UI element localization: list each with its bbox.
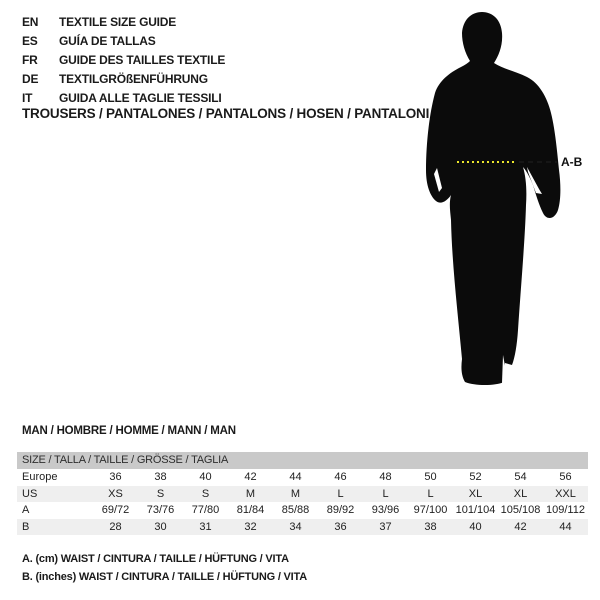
table-row-label: A (22, 504, 30, 516)
table-cell: XXL (555, 487, 576, 500)
table-cell: 42 (244, 471, 257, 483)
table-cell: 40 (469, 520, 482, 533)
language-code: DE (22, 72, 39, 86)
language-list (22, 13, 225, 108)
table-cell: 30 (154, 520, 167, 533)
man-figure (415, 5, 600, 395)
language-row (22, 51, 225, 70)
language-label: GUIDA ALLE TAGLIE TESSILI (59, 91, 222, 105)
waist-measure-label: A-B (561, 155, 583, 169)
measurement-notes (22, 551, 307, 586)
table-cell: 109/112 (546, 504, 585, 516)
table-cell: 73/76 (146, 504, 175, 516)
table-cell: S (156, 487, 165, 500)
table-cell: 101/104 (455, 504, 496, 516)
table-row-label: Europe (22, 471, 58, 483)
table-cell: 97/100 (413, 504, 448, 516)
table-cell: 44 (289, 471, 302, 483)
table-cell: 34 (289, 520, 302, 533)
table-cell: XS (108, 487, 123, 500)
table-cell: 44 (559, 520, 572, 533)
language-code: ES (22, 34, 38, 48)
table-row-label: B (22, 520, 30, 533)
language-code: IT (22, 91, 33, 105)
size-table (17, 452, 588, 535)
table-cell: 46 (334, 471, 347, 483)
table-cell: 37 (379, 520, 392, 533)
language-row (22, 13, 225, 32)
size-table-rows (17, 469, 588, 535)
language-row (22, 32, 225, 51)
table-row (17, 469, 588, 486)
section-title-man: MAN / HOMBRE / HOMME / MANN / MAN (22, 425, 236, 437)
table-cell: 56 (559, 471, 572, 483)
table-cell: 81/84 (236, 504, 265, 516)
table-cell: 77/80 (191, 504, 220, 516)
table-cell: M (245, 487, 256, 500)
table-row (17, 502, 588, 519)
table-cell: 38 (154, 471, 167, 483)
table-cell: 105/108 (500, 504, 541, 516)
category-title: TROUSERS / PANTALONES / PANTALONS / HOSEN / PANTALONI (22, 106, 430, 121)
table-cell: XL (513, 487, 528, 500)
table-cell: M (290, 487, 301, 500)
table-cell: 50 (424, 471, 437, 483)
size-table-header: SIZE / TALLA / TAILLE / GRÖSSE / TAGLIA (17, 452, 588, 469)
table-cell: 38 (424, 520, 437, 533)
man-silhouette-svg (415, 5, 600, 395)
table-row (17, 486, 588, 503)
table-cell: 31 (199, 520, 212, 533)
table-cell: 69/72 (101, 504, 130, 516)
table-row (17, 519, 588, 536)
table-cell: L (382, 487, 389, 500)
language-code: EN (22, 15, 39, 29)
language-code: FR (22, 53, 38, 67)
language-label: TEXTILGRÖßENFÜHRUNG (59, 72, 208, 86)
table-cell: L (427, 487, 434, 500)
table-cell: 40 (199, 471, 212, 483)
table-cell: 42 (514, 520, 527, 533)
language-label: GUÍA DE TALLAS (59, 34, 156, 48)
table-cell: 54 (514, 471, 527, 483)
table-cell: L (337, 487, 344, 500)
table-cell: 93/96 (371, 504, 400, 516)
table-cell: 89/92 (326, 504, 355, 516)
table-cell: 32 (244, 520, 257, 533)
language-label: TEXTILE SIZE GUIDE (59, 15, 177, 29)
table-row-label: US (22, 487, 38, 500)
table-cell: XL (468, 487, 483, 500)
note-waist-cm: A. (cm) WAIST / CINTURA / TAILLE / HÜFTUNG / VITA (22, 553, 289, 565)
table-cell: 48 (379, 471, 392, 483)
man-silhouette (426, 12, 560, 385)
language-label: GUIDE DES TAILLES TEXTILE (59, 53, 226, 67)
table-cell: 36 (109, 471, 122, 483)
table-cell: 36 (334, 520, 347, 533)
table-cell: 85/88 (281, 504, 310, 516)
table-cell: S (201, 487, 210, 500)
note-waist-inches: B. (inches) WAIST / CINTURA / TAILLE / HÜFTUNG / VITA (22, 570, 307, 583)
table-cell: 52 (469, 471, 482, 483)
language-row (22, 70, 225, 89)
table-cell: 28 (109, 520, 122, 533)
